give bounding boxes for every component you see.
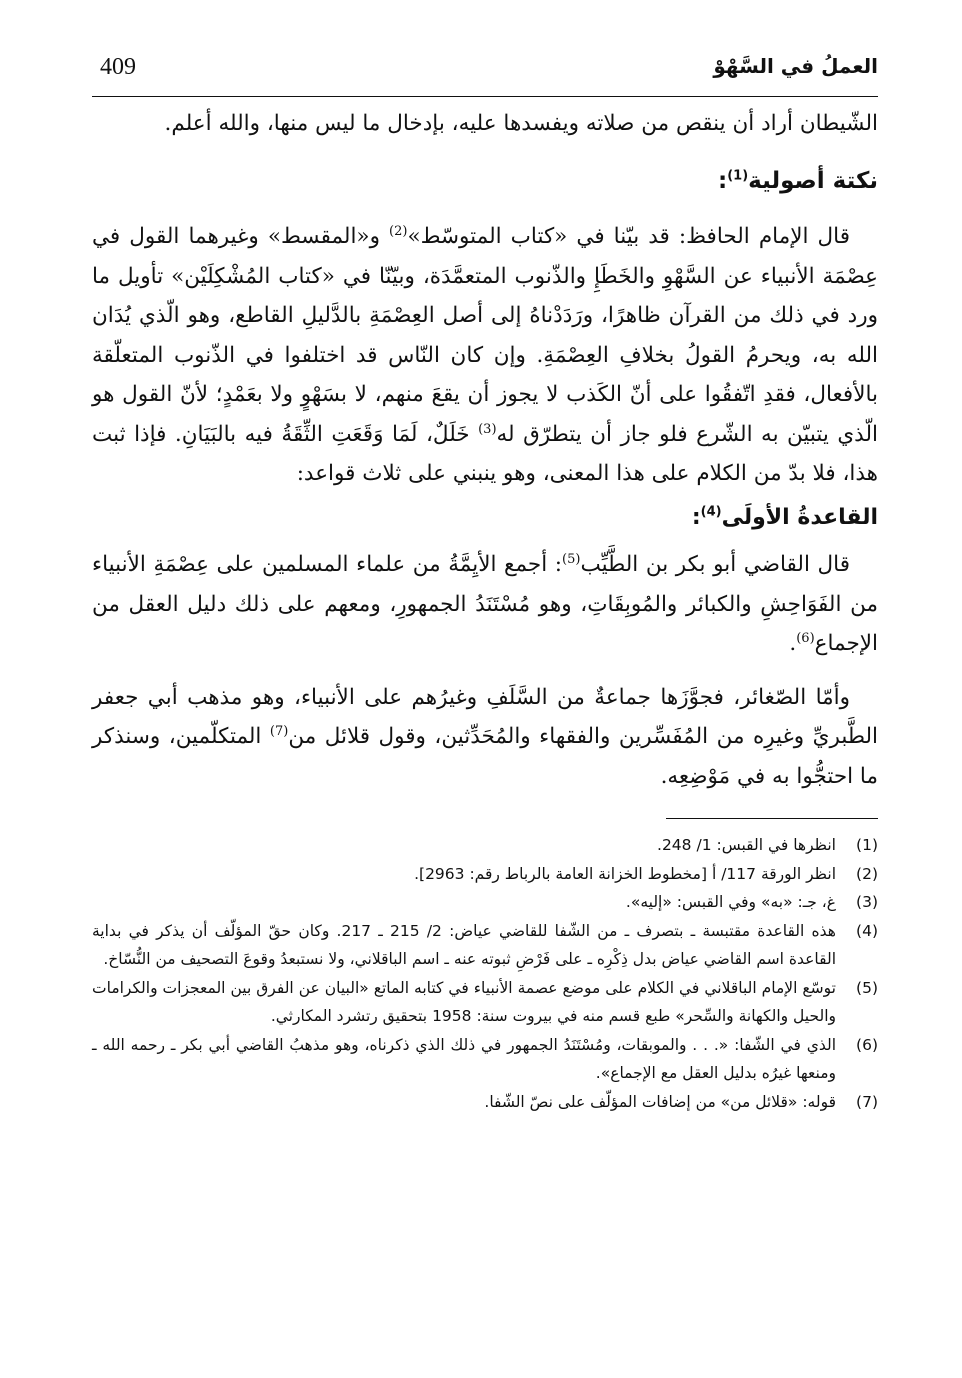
- running-title: العملُ في السَّهْوْ: [713, 54, 878, 78]
- footnote-ref-7: (7): [269, 723, 289, 739]
- footnote-text: قوله: «قلائل من» من إضافات المؤلّف على نصّ الشّفا.: [484, 1092, 836, 1111]
- heading-colon: :: [717, 167, 728, 194]
- paragraph-2: [92, 545, 878, 664]
- footnote-text: غ، جـ: «به» وفي القبس: «إليه».: [625, 893, 836, 911]
- footnote-ref-1: (1): [727, 167, 749, 183]
- page-header: [92, 48, 878, 94]
- paragraph-2-part-c: .: [789, 631, 797, 656]
- footnote: [92, 831, 878, 860]
- footnote-ref-5: (5): [562, 551, 581, 567]
- footnote-number: (6): [856, 1035, 878, 1054]
- heading-text: القاعدةُ الأولَى: [721, 504, 878, 530]
- footnote-number: (5): [856, 978, 878, 997]
- section-heading-first-rule: [92, 498, 878, 538]
- main-text: [92, 104, 878, 796]
- paragraph-1-part-a: قال الإمام الحافظ: قد بيّنا في «كتاب المتوسّط»: [407, 224, 850, 249]
- paragraph-1-part-b: و«المقسط» وغيرهما القول في عِصْمَة الأنبياء عن السَّهْوِ والخَطَإِ والذّنوب المتعمَّدَة، وبيّنّا في «كتاب المُشْكِلَيْن» تأويل ما ورد في ذلك من القرآن ظاهرًا، ورَدَدْناهُ إلى أصل العِصْمَةِ بالدَّليلِ القاطع، وهو الّذي يُدَان الله به، ويحرمُ القولُ بخلافِ العِصْمَةِ. وإن كان النّاس قد اختلفوا في الذّنوب المتعلّقة بالأفعال، فقدِ اتّفقُوا على أنّ الكَذب لا يجوز أن يقعَ منهم، لا بسَهْوٍ ولا بعَمْدٍ؛ لأنّ القول هو الّذي يتبيّن به الشّرع فلو جاز أن يتطرّق له: [92, 224, 878, 447]
- footnote-number: (7): [856, 1092, 878, 1111]
- footnote-text: الذي في الشّفا: «. . . والموبقات، ومُسْتَنَدُ الجمهور في ذلك الذي ذكرناه، وهو مذهبُ القاضي أبي بكر ـ رحمه الله ـ ومنعها غيرُه بدليل العقل مع الإجماع».: [92, 1035, 836, 1082]
- footnote: [92, 1031, 878, 1088]
- book-page: [92, 48, 878, 1358]
- heading-text: نكتة أصولية: [748, 167, 878, 194]
- footnote: [92, 888, 878, 917]
- footnote: [92, 917, 878, 974]
- paragraph-3-part-a: وأمّا الصّغائر، فجوَّزَها جماعةٌ من السَّلَفِ وغيرُهم على الأنبياء، وهو مذهب أبي جعفر الطَّبريِّ وغيرِه من المُفَسِّرين والفقهاء والمُحَدِّثين، وقول قلائل من: [92, 684, 879, 749]
- footnote-text: هذه القاعدة مقتبسة ـ بتصرف ـ من الشّفا للقاضي عياض: 2/ 215 ـ 217. وكان حقّ المؤلّف أن يذكر في بداية القاعدة اسم القاضي عياض بدل ذِكْرِه ـ على فَرْضِ ثبوته عنه ـ اسم الباقلاني، ولا نستبعدُ وقوعَ التصحيف من النُّسّاخ.: [92, 921, 836, 968]
- footnote-ref-6: (6): [796, 630, 815, 646]
- paragraph-3: [92, 678, 878, 797]
- footnote-ref-4: (4): [700, 504, 722, 520]
- footnote-text: انظرها في القبس: 1/ 248.: [657, 836, 836, 854]
- paragraph-1: [92, 217, 878, 494]
- footnote-ref-3: (3): [478, 421, 497, 437]
- paragraph-2-part-a: قال القاضي أبو بكر بن الطَّيِّب: [580, 552, 850, 577]
- heading-colon: :: [691, 504, 701, 530]
- page-number: 409: [100, 54, 136, 80]
- footnote-text: توسّع الإمام الباقلاني في الكلام على موضع عصمة الأنبياء في كتابه الماتع «البيان عن الفرق بين المعجزات والكرامات والحيل والكهانة والسِّحر» طبع قسم منه في بيروت سنة: 1958 بتحقيق رتشرد المكارثي.: [92, 978, 836, 1025]
- footnote-number: (4): [856, 921, 878, 940]
- paragraph-3-part-b: المتكلّمين، وسنذكر ما احتجُّوا به في مَوْضِعِه.: [92, 724, 878, 789]
- footnotes: [92, 831, 878, 1116]
- continuation-line: الشّيطان أراد أن ينقص من صلاته ويفسدها عليه، بإدخال ما ليس منها، والله أعلم.: [164, 111, 878, 136]
- section-heading-usuli-note: [92, 162, 878, 202]
- footnote: [92, 974, 878, 1031]
- footnote-number: (3): [856, 893, 878, 911]
- header-rule: [92, 96, 878, 97]
- footnote-number: (2): [856, 864, 878, 883]
- paragraph-1-part-c: خَلَلٌ، لَمَا وَقَعَتِ الثِّقَةُ فيه بالبَيَانِ. فإذا ثبت هذا، فلا بدّ من الكلام على هذا المعنى، وهو ينبني على ثلاث قواعد:: [92, 421, 878, 486]
- footnote-text: انظر الورقة 117/ أ [مخطوط الخزانة العامة بالرباط رقم: 2963].: [414, 864, 836, 883]
- footnote: [92, 1088, 878, 1117]
- footnote-number: (1): [856, 836, 878, 854]
- paragraph-2-part-b: : أجمع الأيِمَّةُ من علماء المسلمين على عِصْمَةِ الأنبياء من الفَوَاحِشِ والكبائر والمُوبِقَاتِ، وهو مُسْتَنَدُ الجمهورِ، ومعهم على ذلك دليل العقل من الإجماع: [92, 552, 878, 656]
- footnote-ref-2: (2): [389, 223, 408, 239]
- footnote: [92, 860, 878, 889]
- footnote-separator: [666, 818, 878, 819]
